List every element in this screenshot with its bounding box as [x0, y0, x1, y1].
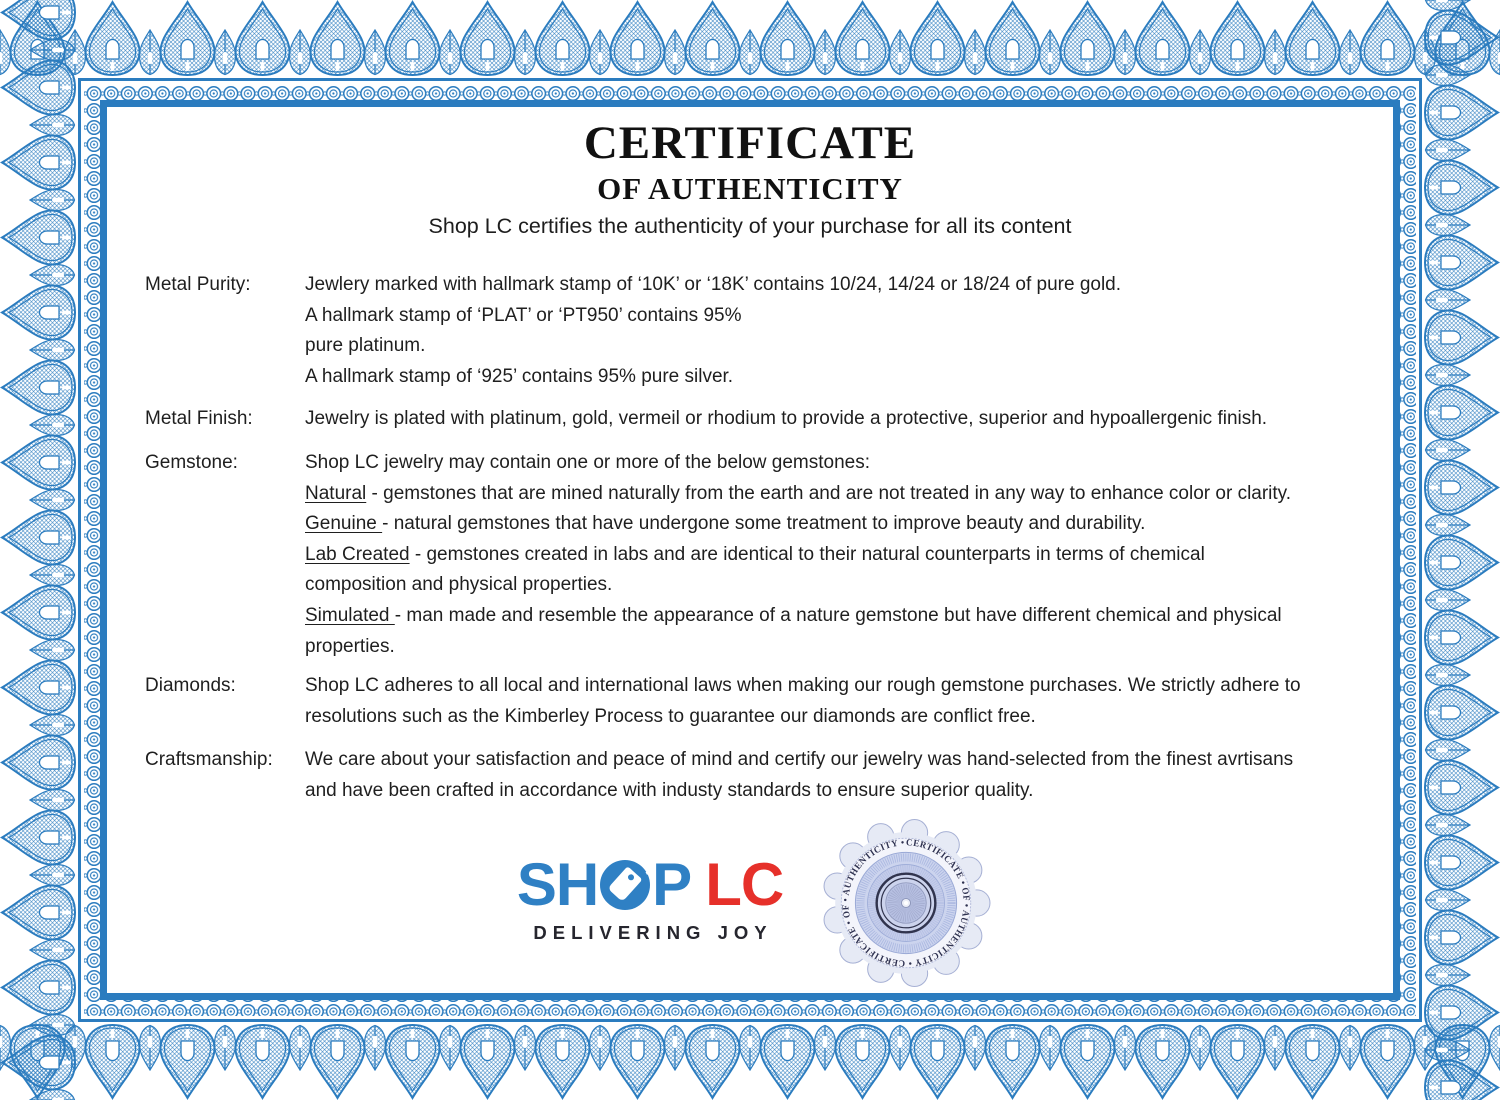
text-line: A hallmark stamp of ‘PLAT’ or ‘PT950’ contains 95%	[305, 304, 742, 326]
term-underlined: Lab Created	[305, 543, 410, 565]
text-line: Jewelry is plated with platinum, gold, vermeil or rhodium to provide a protective, superior and hypoallergenic finish.	[305, 408, 1268, 429]
section-text	[305, 448, 1390, 662]
text-line: and have been crafted in accordance with industy standards to ensure superior quality.	[305, 779, 1034, 801]
text-line: composition and physical properties.	[305, 574, 613, 596]
authenticity-seal	[820, 817, 992, 989]
shoplc-logo	[500, 851, 800, 944]
page-subtitle: OF AUTHENTICITY	[597, 171, 903, 206]
section-label: Diamonds:	[145, 675, 236, 696]
section-text	[305, 404, 1390, 435]
page-title: CERTIFICATE	[583, 117, 917, 169]
logo-text-p: P	[652, 851, 692, 918]
text-line: We care about your satisfaction and peace of mind and certify our jewelry was hand-selected from the finest avrtisans	[305, 749, 1294, 770]
text-line: Shop LC jewelry may contain one or more of the below gemstones:	[305, 452, 871, 473]
text-line: Jewlery marked with hallmark stamp of ‘10K’ or ‘18K’ contains 10/24, 14/24 or 18/24 of pure gold.	[305, 274, 1122, 295]
text-line: properties.	[305, 635, 395, 657]
section-label: Metal Finish:	[145, 408, 253, 429]
term-underlined: Simulated	[305, 604, 395, 626]
section-text	[305, 745, 1390, 806]
text-line: Natural - gemstones that are mined naturally from the earth and are not treated in any way to enhance color or clarity.	[305, 482, 1292, 504]
text-line: Simulated - man made and resemble the appearance of a nature gemstone but have different chemical and physical	[305, 604, 1282, 626]
term-underlined: Genuine	[305, 513, 383, 535]
logo-text-sh: SH	[516, 851, 599, 918]
text-line: pure platinum.	[305, 335, 426, 357]
text-line: A hallmark stamp of ‘925’ contains 95% pure silver.	[305, 365, 734, 387]
term-underlined: Natural	[305, 482, 367, 504]
section-text	[305, 270, 1390, 392]
shoplc-wordmark	[516, 851, 784, 918]
logo-tagline: DELIVERING JOY	[533, 922, 773, 943]
section-label: Metal Purity:	[145, 274, 251, 295]
section-label: Craftsmanship:	[145, 749, 273, 770]
section-label: Gemstone:	[145, 452, 238, 473]
section-text	[305, 671, 1390, 732]
price-tag-icon	[600, 860, 650, 910]
text-line: Shop LC adheres to all local and international laws when making our rough gemstone purchases. We strictly adhere to	[305, 675, 1301, 696]
text-line: Lab Created - gemstones created in labs and are identical to their natural counterparts in terms of chemical	[305, 543, 1205, 565]
page-tagline: Shop LC certifies the authenticity of your purchase for all its content	[428, 214, 1072, 238]
seal-ring-text: CERTIFICATE • OF • AUTHENTICITY • CERTIFICATE • OF • AUTHENTICITY •	[841, 838, 971, 968]
text-line: Genuine - natural gemstones that have undergone some treatment to improve beauty and durability.	[305, 513, 1146, 535]
text-line: resolutions such as the Kimberley Process to guarantee our diamonds are conflict free.	[305, 705, 1036, 727]
logo-text-lc: LC	[705, 851, 784, 918]
